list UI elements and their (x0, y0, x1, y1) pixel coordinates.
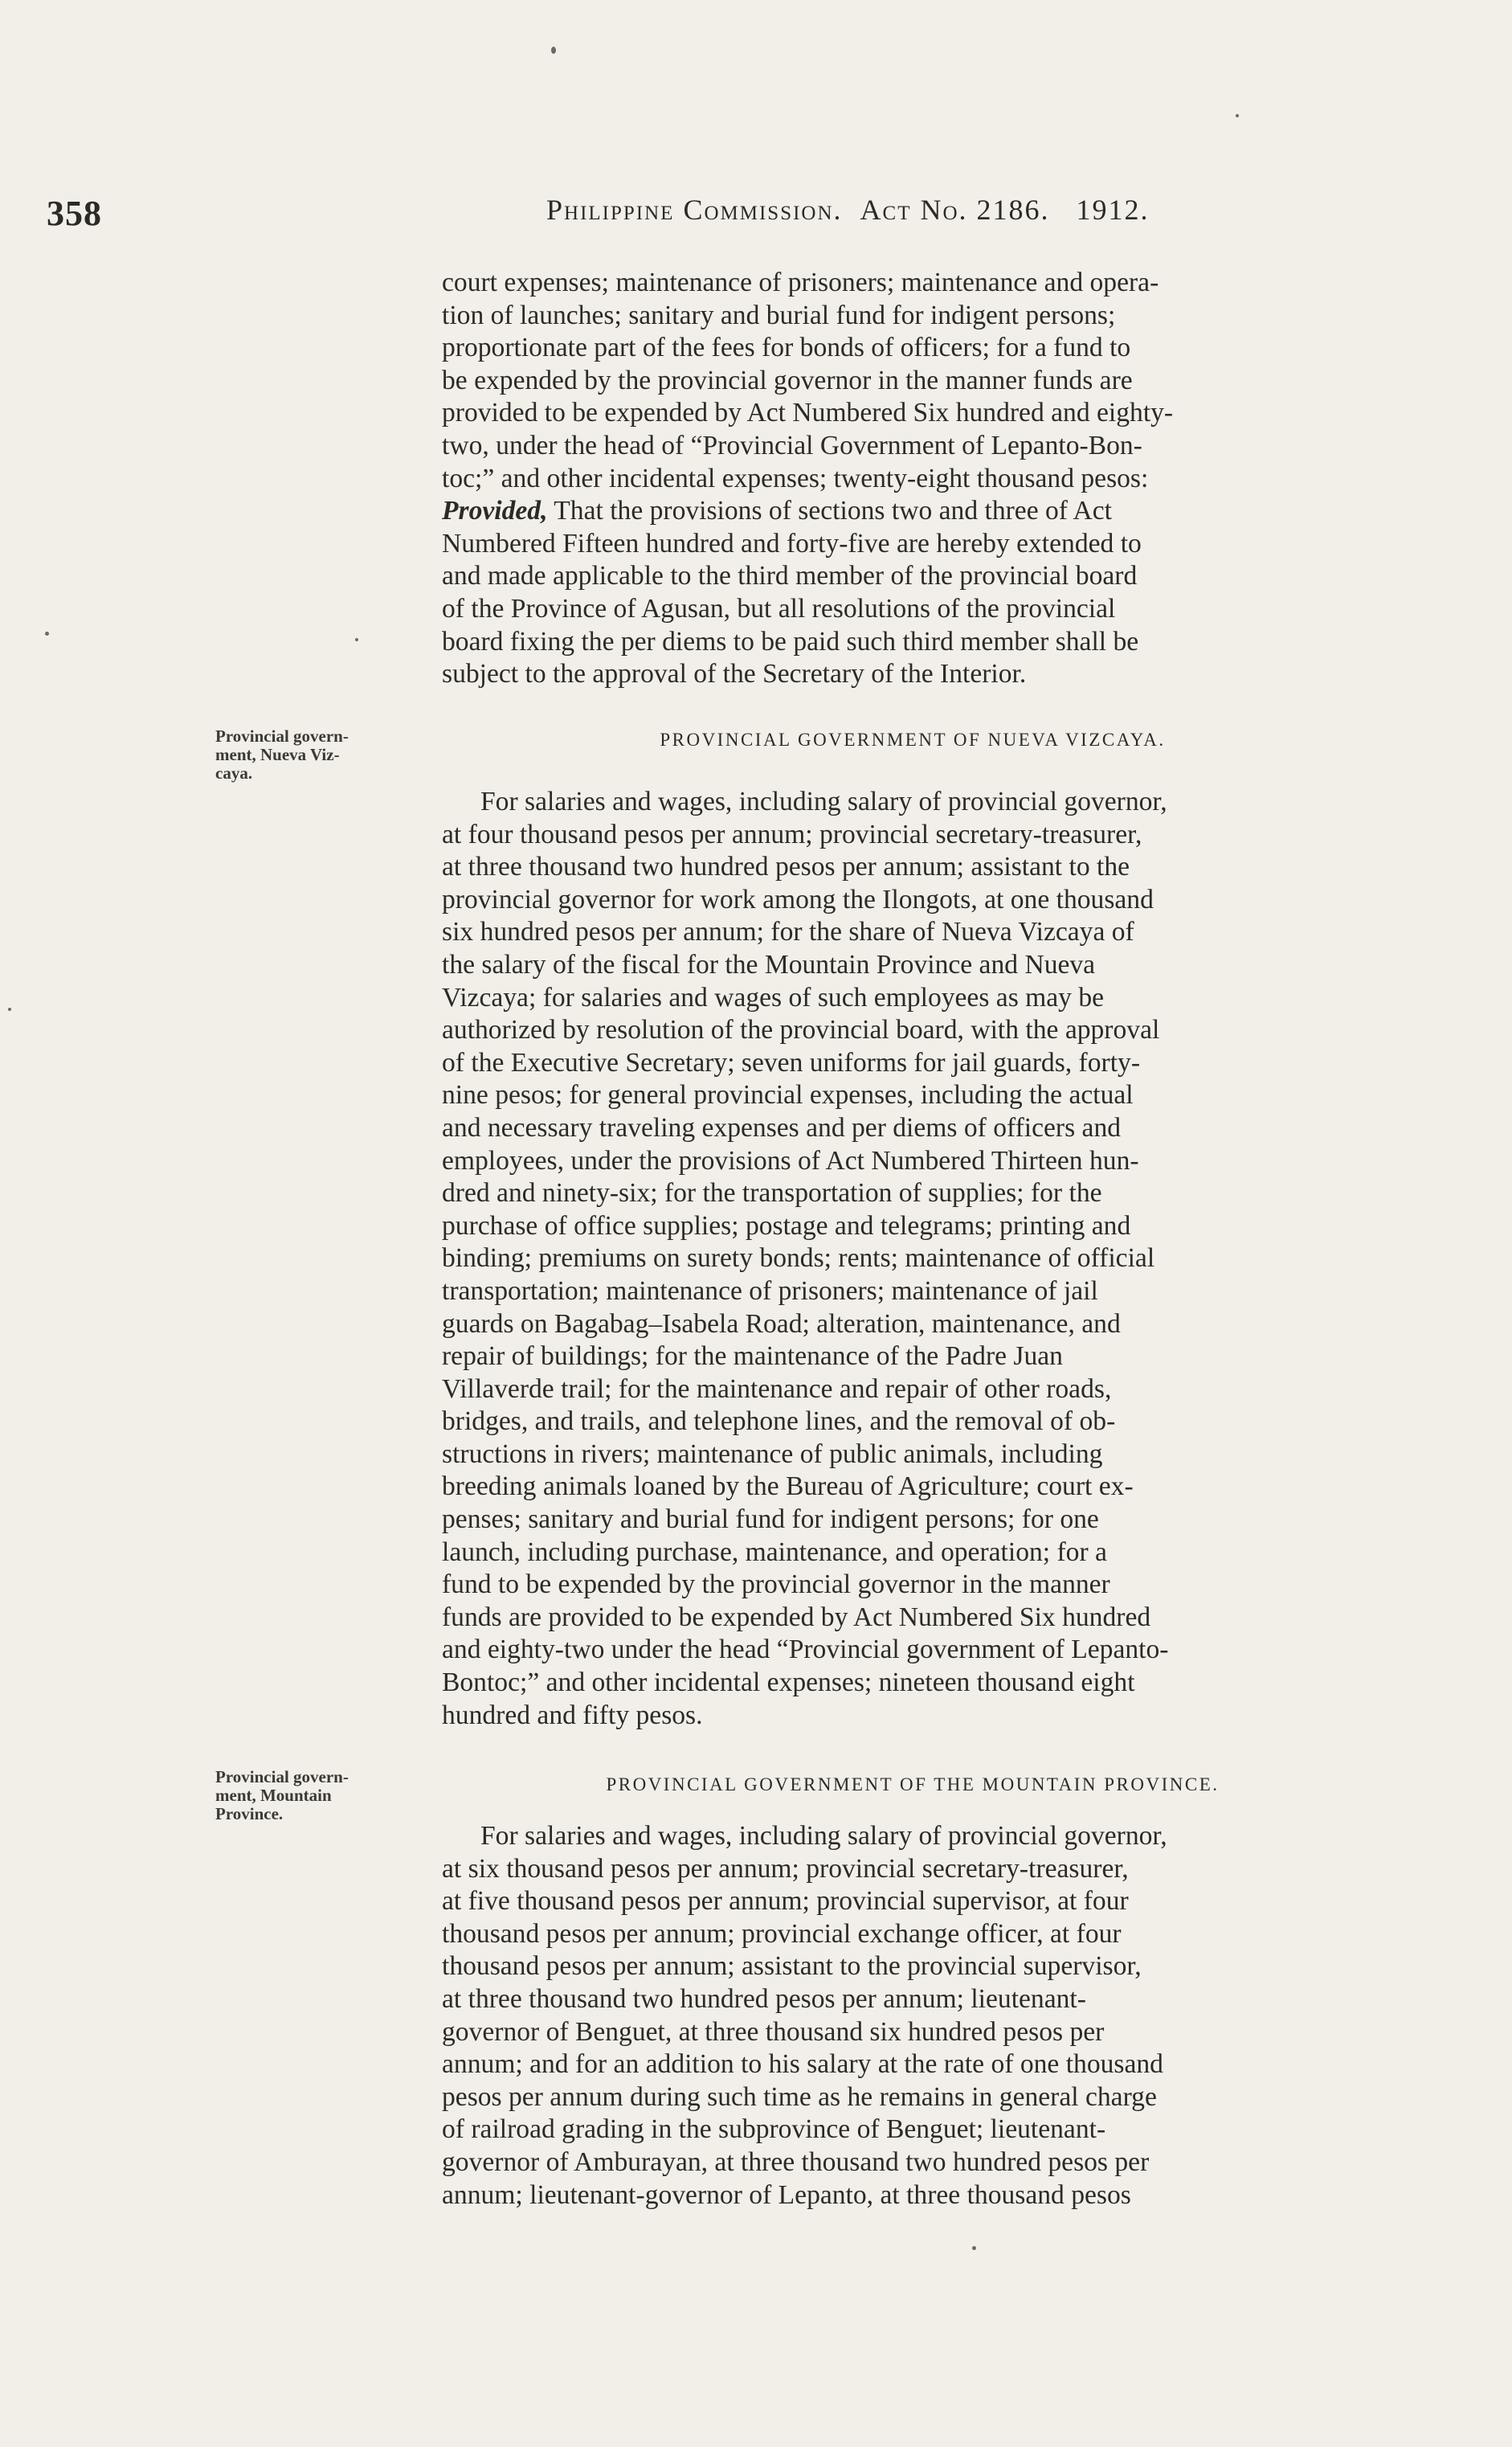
text-line: annum; lieutenant-governor of Lepanto, at three thousand pesos (442, 2179, 1131, 2210)
scan-speck (45, 632, 49, 636)
text-line: transportation; maintenance of prisoners; maintenance of jail (442, 1275, 1098, 1306)
text-line: dred and ninety-six; for the transportation of supplies; for the (442, 1178, 1102, 1209)
text-line: provided to be expended by Act Numbered Six hundred and eighty- (442, 398, 1174, 428)
text-line (442, 495, 1383, 528)
text-line: annum; and for an addition to his salary at the rate of one thousand (442, 2049, 1163, 2080)
text-line: purchase of office supplies; postage and telegrams; printing and (442, 1210, 1131, 1241)
text-line: and made applicable to the third member of the provincial board (442, 561, 1138, 591)
provided-rest: That the provisions of sections two and three of Act (547, 496, 1113, 526)
scan-speck (551, 47, 556, 54)
text-line: and necessary traveling expenses and per diems of officers and (442, 1112, 1122, 1143)
text-line: at three thousand two hundred pesos per annum; assistant to the (442, 852, 1130, 882)
text-line: board fixing the per diems to be paid such third member shall be (442, 626, 1139, 657)
scan-speck (1236, 114, 1239, 117)
text-line: thousand pesos per annum; provincial exchange officer, at four (442, 1918, 1122, 1949)
text-line: at six thousand pesos per annum; provincial secretary-treasurer, (442, 1853, 1129, 1884)
text-line: at three thousand two hundred pesos per annum; lieutenant- (442, 1983, 1086, 2014)
text-line: Bontoc;” and other incidental expenses; nineteen thousand eight (442, 1667, 1135, 1698)
text-line: funds are provided to be expended by Act Numbered Six hundred (442, 1602, 1151, 1632)
text-line: penses; sanitary and burial fund for indigent persons; for one (442, 1504, 1099, 1535)
margin-note-line: caya. (215, 763, 253, 783)
text-line: thousand pesos per annum; assistant to the provincial supervisor, (442, 1951, 1142, 1982)
text-line: governor of Benguet, at three thousand six hundred pesos per (442, 2016, 1105, 2047)
paragraph-mountain-province (442, 1820, 1383, 2212)
margin-note-line: ment, Mountain (215, 1786, 332, 1805)
section-heading-mountain-province: PROVINCIAL GOVERNMENT OF THE MOUNTAIN PROVINCE. (606, 1774, 1220, 1794)
section-heading-nueva-vizcaya: PROVINCIAL GOVERNMENT OF NUEVA VIZCAYA. (660, 730, 1166, 750)
text-line: launch, including purchase, maintenance, and operation; for a (442, 1537, 1107, 1567)
text-line: six hundred pesos per annum; for the share of Nueva Vizcaya of (442, 917, 1134, 947)
text-line: and eighty-two under the head “Provincial government of Lepanto- (442, 1635, 1169, 1665)
continuation-paragraph (442, 267, 1383, 691)
text-line: structions in rivers; maintenance of public animals, including (442, 1438, 1103, 1469)
text-line: guards on Bagabag–Isabela Road; alteration, maintenance, and (442, 1308, 1121, 1339)
margin-note-nueva-vizcaya (215, 727, 432, 783)
provided-word: Provided, (442, 496, 548, 526)
text-line: repair of buildings; for the maintenance of the Padre Juan (442, 1341, 1063, 1372)
text-line: of railroad grading in the subprovince of Benguet; lieutenant- (442, 2114, 1106, 2145)
paragraph-nueva-vizcaya (442, 786, 1383, 1732)
text-line: of the Executive Secretary; seven uniforms for jail guards, forty- (442, 1047, 1140, 1078)
scan-speck (972, 2246, 976, 2250)
text-line: proportionate part of the fees for bonds of officers; for a fund to (442, 333, 1131, 363)
text-line: be expended by the provincial governor in the manner funds are (442, 365, 1133, 395)
text-line: nine pesos; for general provincial expenses, including the actual (442, 1080, 1134, 1111)
margin-note-mountain-province (215, 1768, 432, 1823)
text-line: pesos per annum during such time as he remains in general charge (442, 2081, 1157, 2112)
text-line: hundred and fifty pesos. (442, 1700, 703, 1730)
running-head-title: Philippine Commission. (546, 194, 843, 226)
text-line: provincial governor for work among the Ilongots, at one thousand (442, 884, 1154, 915)
margin-note-line: Provincial govern- (215, 1767, 349, 1786)
text-line: of the Province of Agusan, but all resolutions of the provincial (442, 593, 1116, 624)
text-line: the salary of the fiscal for the Mountain Province and Nueva (442, 949, 1096, 980)
text-line: subject to the approval of the Secretary of the Interior. (442, 659, 1027, 689)
margin-note-line: Provincial govern- (215, 726, 349, 746)
text-line: tion of launches; sanitary and burial fund for indigent persons; (442, 300, 1116, 330)
text-line: authorized by resolution of the provincial board, with the approval (442, 1015, 1160, 1045)
running-head (546, 193, 1150, 227)
text-line: employees, under the provisions of Act Numbered Thirteen hun- (442, 1145, 1139, 1176)
running-head-year: 1912. (1076, 194, 1150, 226)
text-line: two, under the head of “Provincial Government of Lepanto-Bon- (442, 430, 1142, 460)
scan-speck (8, 1008, 11, 1011)
text-line: For salaries and wages, including salary of provincial governor, (480, 787, 1167, 816)
margin-note-line: Province. (215, 1804, 284, 1823)
scan-speck (355, 638, 358, 641)
margin-note-line: ment, Nueva Viz- (215, 745, 340, 764)
text-line: bridges, and trails, and telephone lines, and the removal of ob- (442, 1406, 1116, 1437)
text-line: breeding animals loaned by the Bureau of Agriculture; court ex- (442, 1471, 1134, 1502)
text-line: governor of Amburayan, at three thousand two hundred pesos per (442, 2146, 1150, 2177)
text-line: at four thousand pesos per annum; provincial secretary-treasurer, (442, 819, 1142, 849)
text-line: toc;” and other incidental expenses; twenty-eight thousand pesos: (442, 463, 1149, 493)
text-line: Villaverde trail; for the maintenance and repair of other roads, (442, 1373, 1112, 1404)
text-line: For salaries and wages, including salary of provincial governor, (480, 1821, 1167, 1851)
text-line: court expenses; maintenance of prisoners; maintenance and opera- (442, 268, 1159, 297)
text-line: binding; premiums on surety bonds; rents; maintenance of official (442, 1243, 1155, 1274)
text-line: Vizcaya; for salaries and wages of such employees as may be (442, 982, 1105, 1013)
text-line: at five thousand pesos per annum; provincial supervisor, at four (442, 1886, 1129, 1917)
text-line: fund to be expended by the provincial governor in the manner (442, 1569, 1110, 1600)
page-number: 358 (47, 194, 102, 233)
text-line: Numbered Fifteen hundred and forty-five are hereby extended to (442, 528, 1142, 559)
running-head-act: Act No. 2186. (860, 194, 1050, 226)
